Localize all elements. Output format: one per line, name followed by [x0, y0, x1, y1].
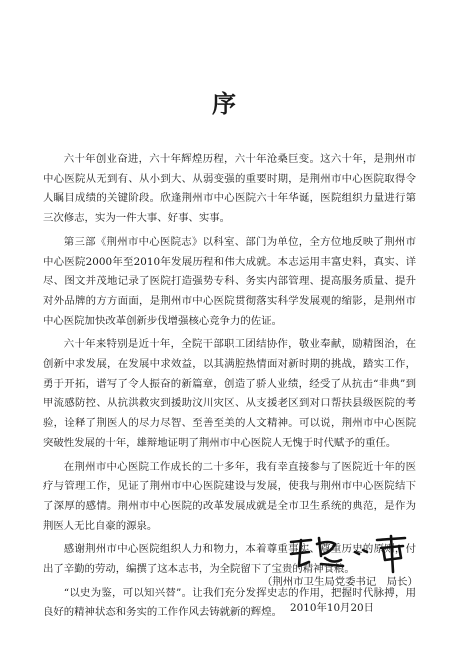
paragraph-2: 第三部《荆州市中心医院志》以科室、部门为单位，全方位地反映了荆州市中心医院2000年至2010年发展历程和伟大成就。本志运用丰富史料，真实、详尽、图文并茂地记录了医院打造强势专科、务实内部管理、提高服务质量、提升对外品牌的方方面面，是荆州市中心医院贯彻落实科学发展观的缩影，是荆州市中心医院加快改革创新步伐增强核心竞争力的佐证。 — [43, 235, 416, 327]
handwritten-signature — [285, 530, 415, 575]
paragraph-6: “以史为鉴，可以知兴替”。让我们充分发挥史志的作用，把握时代脉搏，用良好的精神状态和务实的工作作风去铸就新的辉煌。 — [43, 586, 416, 619]
signature-date: 2010年10月20日 — [290, 602, 375, 614]
paragraph-1: 六十年创业奋进，六十年辉煌历程，六十年沧桑巨变。这六十年，是荆州市中心医院从无到有、从小到大、从弱变强的重要时期，是荆州市中心医院取得令人瞩目成绩的关键阶段。欣逢荆州市中心医院六十年华诞，医院组织力量进行第三次修志，实为一件大事、好事、实事。 — [43, 153, 416, 225]
paragraph-5: 感谢荆州市中心医院组织人力和物力，本着尊重事实、尊重历史的原则，付出了辛勤的劳动，编撰了这本志书，为全院留下了宝贵的精神食粮。 — [43, 543, 416, 576]
page-title: 序 — [212, 89, 238, 118]
paragraph-4: 在荆州市中心医院工作成长的二十多年，我有幸直接参与了医院近十年的医疗与管理工作，见证了荆州市中心医院建设与发展，使我与荆州市中心医院结下了深厚的感情。荆州市中心医院的改革发展成就是全市卫生系统的典范，是作为荆医人无比自豪的源泉。 — [43, 460, 416, 532]
paragraph-3: 六十年来特别是近十年，全院干部职工团结协作，敬业奉献，励精图治，在创新中求发展，在发展中求效益，以其满腔热情面对新时期的挑战，踏实工作，勇于开拓，谱写了令人振奋的新篇章，创造了骄人业绩，经受了从抗击“非典”到甲流感防控、从抗洪救灾到援助汶川灾区、从支援老区到对口帮扶县级医院的考验，诠释了荆医人的尽力尽智、至善至美的人文精神。可以说，荆州市中心医院突破性发展的十年，雄辩地证明了荆州市中心医院人无愧于时代赋予的重任。 — [43, 338, 416, 449]
signature-role: （荆州市卫生局党委书记 局长） — [262, 576, 418, 588]
